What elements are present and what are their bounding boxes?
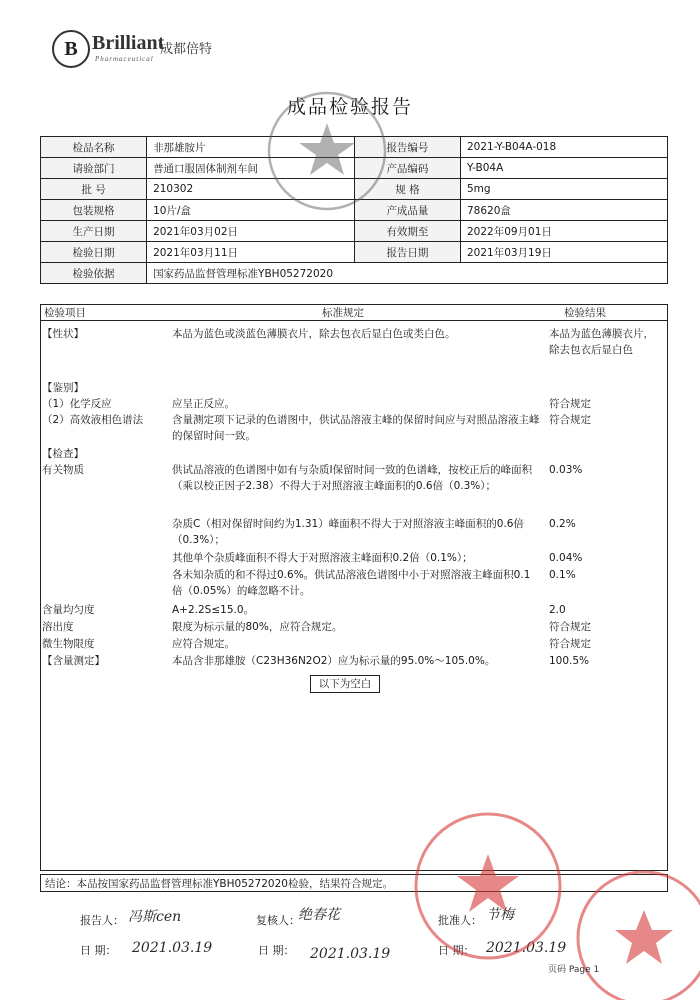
info-value: 2021年03月02日 <box>147 221 355 242</box>
section-assay: 【含量测定】 <box>42 655 105 667</box>
brand-subtitle: Pharmaceutical <box>95 55 154 63</box>
assay-standard: 本品含非那雄胺（C23H36N2O2）应为标示量的95.0%～105.0%。 <box>172 655 496 667</box>
info-label: 产品编码 <box>354 158 460 179</box>
info-value: 2021年03月19日 <box>460 242 667 263</box>
ident2-name: （2）高效液相色谱法 <box>42 414 144 426</box>
blank-below-note: 以下为空白 <box>310 675 380 693</box>
info-label: 批 号 <box>41 179 147 200</box>
related-std-4: 各未知杂质的和不得过0.6%。供试品溶液色谱图中小于对照溶液主峰面积0.1倍（0.05%）的峰忽略不计。 <box>172 569 531 597</box>
info-row <box>41 263 668 284</box>
related-res-3: 0.04% <box>549 552 583 564</box>
reviewer-label: 复核人： <box>256 914 300 927</box>
related-res-4: 0.1% <box>549 569 576 581</box>
ident1-name: （1）化学反应 <box>42 398 112 410</box>
info-value: 10片/盒 <box>147 200 355 221</box>
quality-dept-red-stamp <box>572 866 700 1000</box>
info-label: 有效期至 <box>354 221 460 242</box>
info-value: 210302 <box>147 179 355 200</box>
info-value: 2022年09月01日 <box>460 221 667 242</box>
date-label-1: 日 期： <box>80 944 117 957</box>
date-value-1: 2021.03.19 <box>132 940 213 956</box>
info-value: 国家药品监督管理标准YBH05272020 <box>147 263 668 284</box>
conclusion: 结论：本品按国家药品监督管理标准YBH05272020检验，结果符合规定。 <box>40 874 668 892</box>
info-label: 产成品量 <box>354 200 460 221</box>
info-label: 报告日期 <box>354 242 460 263</box>
info-label: 包装规格 <box>41 200 147 221</box>
uniformity-result: 2.0 <box>549 604 566 616</box>
approver-label: 批准人： <box>438 914 482 927</box>
ident2-standard: 含量测定项下记录的色谱图中，供试品溶液主峰的保留时间应与对照品溶液主峰的保留时间一致。 <box>172 414 540 442</box>
ident2-result: 符合规定 <box>549 414 591 426</box>
reviewer-signature: 绝春花 <box>298 907 340 923</box>
uniformity-standard: A+2.2S≤15.0。 <box>172 604 255 616</box>
page-number: 页码 Page 1 <box>548 965 600 975</box>
info-value: 78620盒 <box>460 200 667 221</box>
section-identification: 【鉴别】 <box>42 382 84 394</box>
document-title: 成品检验报告 <box>286 96 413 118</box>
uniformity-name: 含量均匀度 <box>42 604 95 616</box>
column-header-item: 检验项目 <box>44 307 86 319</box>
header-divider <box>40 320 668 321</box>
brand-cn: 成都倍特 <box>160 42 213 57</box>
brand-name: Brilliant <box>92 32 165 54</box>
related-res-2: 0.2% <box>549 518 576 530</box>
info-row <box>41 242 668 263</box>
company-logo-icon: B <box>52 30 90 68</box>
info-label: 检验日期 <box>41 242 147 263</box>
related-std-3: 其他单个杂质峰面积不得大于对照溶液主峰面积0.2倍（0.1%）； <box>172 552 473 564</box>
info-value: 2021年03月11日 <box>147 242 355 263</box>
appearance-standard: 本品为蓝色或淡蓝色薄膜衣片，除去包衣后显白色或类白色。 <box>172 328 456 340</box>
info-label: 规 格 <box>354 179 460 200</box>
info-value: 2021-Y-B04A-018 <box>460 137 667 158</box>
related-std-2: 杂质C（相对保留时间约为1.31）峰面积不得大于对照溶液主峰面积的0.6倍（0.3%）； <box>172 518 524 546</box>
ident1-result: 符合规定 <box>549 398 591 410</box>
microbial-name: 微生物限度 <box>42 638 95 650</box>
related-substances-name: 有关物质 <box>42 464 84 476</box>
quality-inspection-stamp <box>262 86 392 216</box>
microbial-result: 符合规定 <box>549 638 591 650</box>
dissolution-name: 溶出度 <box>42 621 74 633</box>
date-label-2: 日 期： <box>258 944 295 957</box>
approver-signature: 节梅 <box>486 907 514 923</box>
company-red-stamp <box>408 806 568 966</box>
date-value-2: 2021.03.19 <box>310 946 391 962</box>
info-label: 检验依据 <box>41 263 147 284</box>
info-value: Y-B04A <box>460 158 667 179</box>
info-value: 5mg <box>460 179 667 200</box>
info-label: 检品名称 <box>41 137 147 158</box>
appearance-result: 本品为蓝色薄膜衣片，除去包衣后显白色 <box>549 328 654 356</box>
microbial-standard: 应符合规定。 <box>172 638 235 650</box>
date-label-3: 日 期： <box>438 944 475 957</box>
section-appearance: 【性状】 <box>42 328 84 340</box>
dissolution-result: 符合规定 <box>549 621 591 633</box>
info-label: 请验部门 <box>41 158 147 179</box>
info-label: 生产日期 <box>41 221 147 242</box>
section-checks: 【检查】 <box>42 448 84 460</box>
column-header-result: 检验结果 <box>564 307 606 319</box>
info-value: 非那雄胺片 <box>147 137 355 158</box>
ident1-standard: 应呈正反应。 <box>172 398 235 410</box>
info-label: 报告编号 <box>354 137 460 158</box>
dissolution-standard: 限度为标示量的80%，应符合规定。 <box>172 621 343 633</box>
info-row <box>41 221 668 242</box>
related-std-1: 供试品溶液的色谱图中如有与杂质Ⅰ保留时间一致的色谱峰，按校正后的峰面积（乘以校正因子2.38）不得大于对照溶液主峰面积的0.6倍（0.3%）； <box>172 464 533 492</box>
reporter-signature: 冯斯cen <box>128 909 182 925</box>
related-res-1: 0.03% <box>549 464 583 476</box>
reporter-label: 报告人： <box>80 914 124 927</box>
assay-result: 100.5% <box>549 655 590 667</box>
info-value: 普通口服固体制剂车间 <box>147 158 355 179</box>
column-header-standard: 标准规定 <box>322 307 364 319</box>
date-value-3: 2021.03.19 <box>486 940 567 956</box>
